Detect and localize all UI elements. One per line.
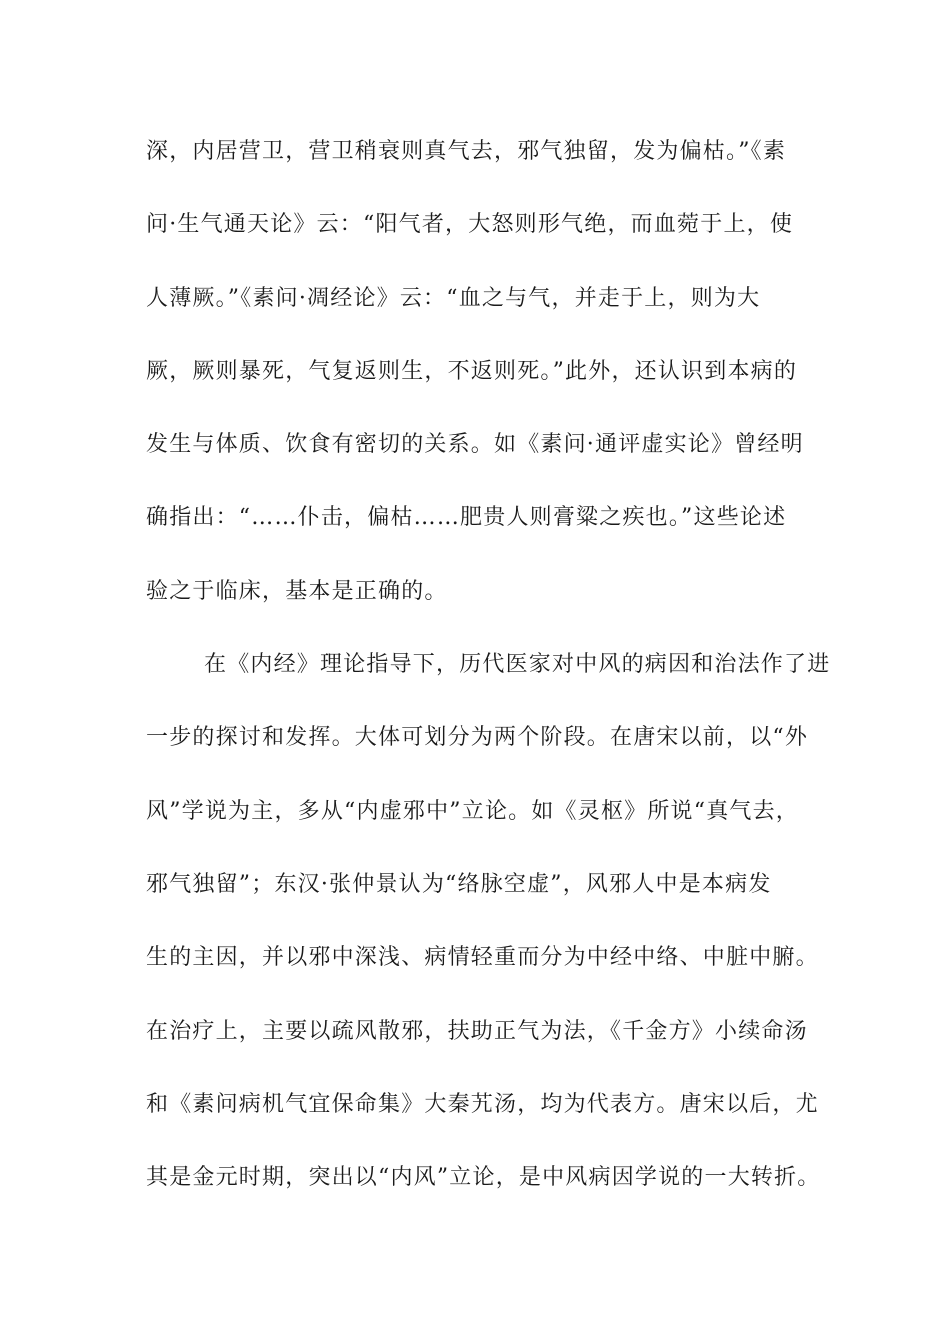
body-text bbox=[146, 130, 836, 1229]
text-line: 厥，厥则暴死，气复返则生，不返则死。”此外，还认识到本病的 bbox=[146, 358, 798, 384]
text-line: 生的主因，并以邪中深浅、病情轻重而分为中经中络、中脏中腑。 bbox=[146, 945, 819, 971]
paragraph-start-line: 在《内经》理论指导下，历代医家对中风的病因和治法作了进 bbox=[204, 652, 831, 678]
text-line: 验之于临床，基本是正确的。 bbox=[146, 578, 448, 604]
text-line: 在治疗上，主要以疏风散邪，扶助正气为法，《千金方》小续命汤 bbox=[146, 1018, 808, 1044]
text-line: 其是金元时期，突出以“内风”立论，是中风病因学说的一大转折。 bbox=[146, 1165, 821, 1191]
text-line: 人薄厥。”《素问·凋经论》云：“血之与气，并走于上，则为大 bbox=[146, 285, 761, 311]
text-line: 发生与体质、饮食有密切的关系。如《素问·通评虚实论》曾经明 bbox=[146, 432, 804, 458]
text-line: 问·生气通天论》云：“阳气者，大怒则形气绝，而血菀于上，使 bbox=[146, 212, 794, 238]
text-line: 邪气独留”；东汉·张仲景认为“络脉空虚”，风邪人中是本病发 bbox=[146, 871, 772, 897]
text-line: 确指出：“……仆击，偏枯……肥贵人则膏粱之疾也。”这些论述 bbox=[146, 505, 787, 531]
text-line: 深，内居营卫，营卫稍衰则真气去，邪气独留，发为偏枯。”《素 bbox=[146, 139, 787, 164]
text-line: 一步的探讨和发挥。大体可划分为两个阶段。在唐宋以前，以“外 bbox=[146, 725, 809, 751]
text-line: 风”学说为主，多从“内虚邪中”立论。如《灵枢》所说“真气去， bbox=[146, 798, 799, 824]
text-line: 和《素问病机气宜保命集》大秦艽汤，均为代表方。唐宋以后，尤 bbox=[146, 1091, 819, 1117]
